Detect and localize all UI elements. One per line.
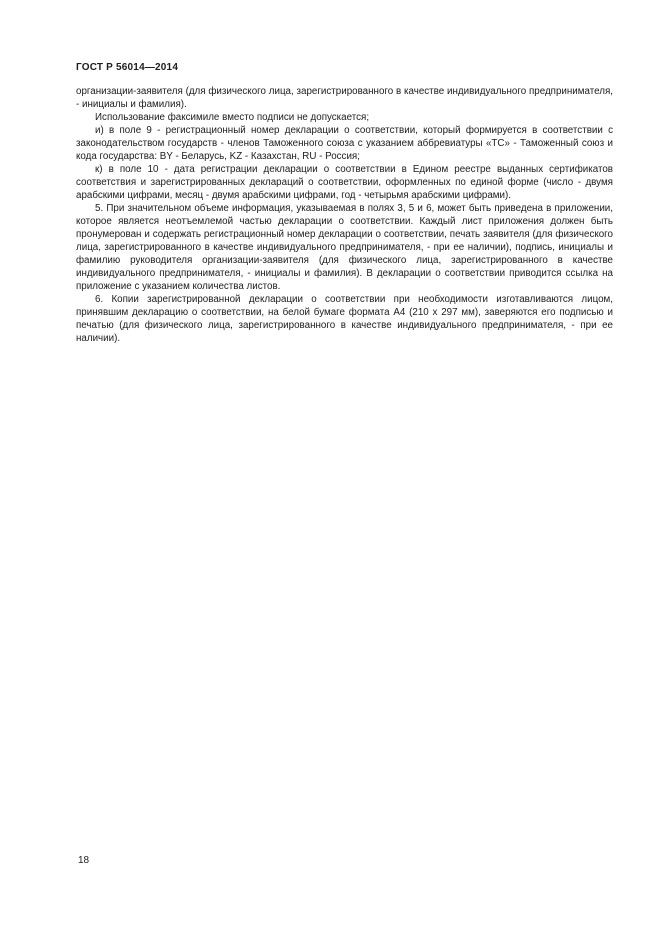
paragraph-clause-6: 6. Копии зарегистрированной декларации о соответствии при необходимости изготавливаются лицом, принявшим декларацию о соответствии, на белой бумаге формата А4 (210 х 297 мм), заверяются его подписью и печатью (для физического лица, зарегистрированного в качестве индивидуального предпринимателя, - при ее наличии).: [76, 294, 613, 344]
document-header: ГОСТ Р 56014—2014: [76, 62, 179, 73]
paragraph-item-i-field-9: и) в поле 9 - регистрационный номер декларации о соответствии, который формируется в соответствии с законодательством государств - членов Таможенного союза с указанием аббревиатуры «ТС» - Таможенный союз и кода государства: BY - Беларусь, KZ - Казахстан, RU - Россия;: [76, 125, 613, 162]
paragraph-continuation: организации-заявителя (для физического лица, зарегистрированного в качестве индивидуального предпринимателя, - инициалы и фамилия).: [76, 86, 613, 110]
paragraph-facsimile: Использование факсимиле вместо подписи не допускается;: [95, 112, 370, 123]
document-body: [76, 85, 613, 345]
paragraph-clause-5: 5. При значительном объеме информация, указываемая в полях 3, 5 и 6, может быть приведена в приложении, которое является неотъемлемой частью декларации о соответствии. Каждый лист приложения должен быть пронумерован и содержать регистрационный номер декларации о соответствии, печать заявителя (для физического лица, зарегистрированного в качестве индивидуального предпринимателя, - при ее наличии), подпись, инициалы и фамилию руководителя организации-заявителя (для физического лица, зарегистрированного в качестве индивидуального предпринимателя, - инициалы и фамилия). В декларации о соответствии приводится ссылка на приложение с указанием количества листов.: [76, 203, 613, 292]
page-number: 18: [78, 855, 90, 866]
paragraph-item-k-field-10: к) в поле 10 - дата регистрации декларации о соответствии в Едином реестре выданных сертификатов соответствия и зарегистрированных деклараций о соответствии, оформленных по единой форме (число - двумя арабскими цифрами, месяц - двумя арабскими цифрами, год - четырьмя арабскими цифрами).: [76, 164, 613, 201]
